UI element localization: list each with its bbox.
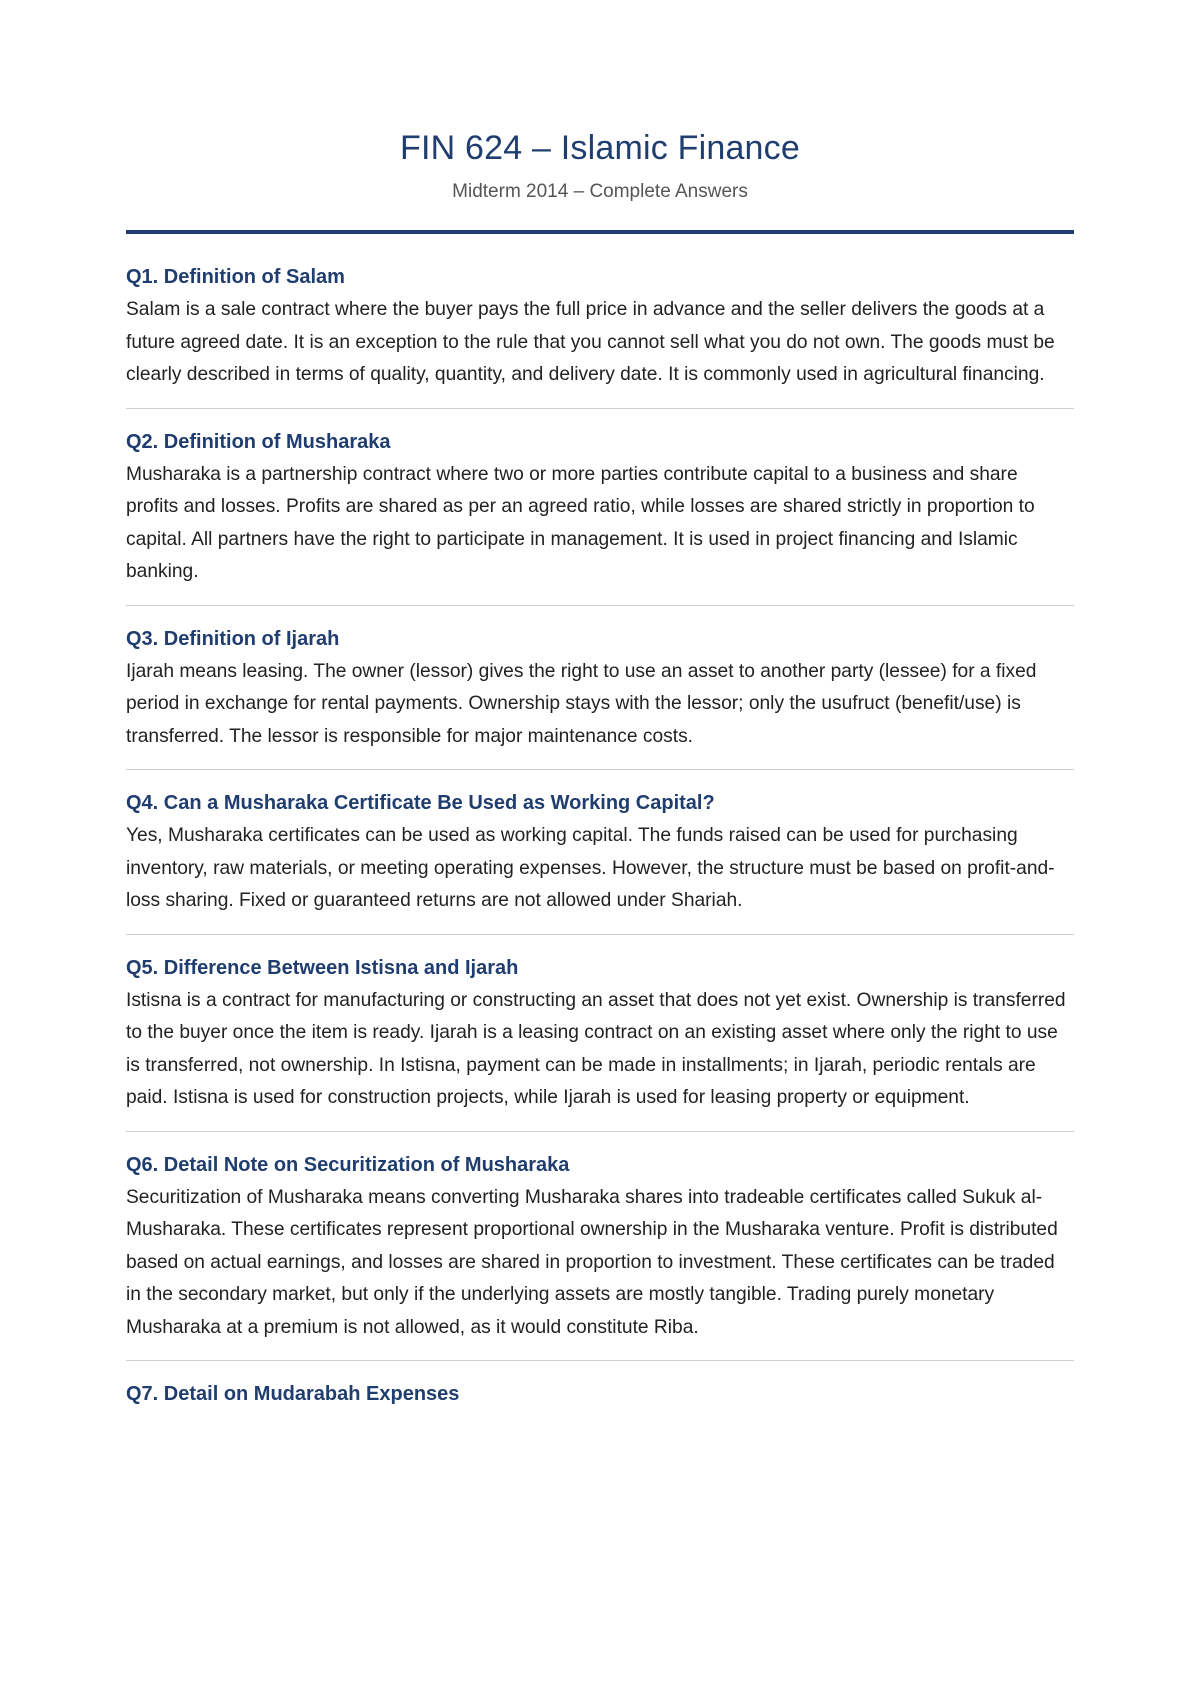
- answer-text: Ijarah means leasing. The owner (lessor) gives the right to use an asset to another party (lessee) for a fixed period in exchange for rental payments. Ownership stays with the lessor; only the usufruct (benefit/use) is transferred. The lessor is responsible for major maintenance costs.: [126, 660, 1037, 747]
- question-section: [126, 626, 1074, 771]
- question-title: Q3. Definition of Ijarah: [126, 627, 340, 650]
- question-section: [126, 429, 1074, 606]
- answer-text: Securitization of Musharaka means converting Musharaka shares into tradeable certificates called Sukuk al-Musharaka. These certificates represent proportional ownership in the Musharaka venture. Profit is distributed based on actual earnings, and losses are shared in proportion to investment. These certificates can be traded in the secondary market, but only if the underlying assets are mostly tangible. Trading purely monetary Musharaka at a premium is not allowed, as it would constitute Riba.: [126, 1186, 1058, 1338]
- question-section: [126, 264, 1074, 409]
- document-header: [126, 0, 1074, 234]
- question-section: [126, 955, 1074, 1132]
- answer-text: Istisna is a contract for manufacturing or constructing an asset that does not yet exist. Ownership is transferred to the buyer once the item is ready. Ijarah is a leasing contract on an existing asset where only the right to use is transferred, not ownership. In Istisna, payment can be made in installments; in Ijarah, periodic rentals are paid. Istisna is used for construction projects, while Ijarah is used for leasing property or equipment.: [126, 989, 1066, 1108]
- question-list: [126, 264, 1074, 1427]
- answer-text: Salam is a sale contract where the buyer pays the full price in advance and the seller delivers the goods at a future agreed date. It is an exception to the rule that you cannot sell what you do not own. The goods must be clearly described in terms of quality, quantity, and delivery date. It is commonly used in agricultural financing.: [126, 299, 1055, 385]
- question-title: Q4. Can a Musharaka Certificate Be Used as Working Capital?: [126, 792, 715, 814]
- document-subtitle: Midterm 2014 – Complete Answers: [452, 181, 748, 202]
- question-section: [126, 1152, 1074, 1362]
- question-title: Q2. Definition of Musharaka: [126, 430, 391, 453]
- question-section: [126, 790, 1074, 935]
- question-title: Q7. Detail on Mudarabah Expenses: [126, 1383, 460, 1405]
- document-title: FIN 624 – Islamic Finance: [400, 129, 800, 167]
- question-title: Q5. Difference Between Istisna and Ijarah: [126, 956, 519, 979]
- question-title: Q1. Definition of Salam: [126, 266, 345, 288]
- answer-text: Musharaka is a partnership contract where two or more parties contribute capital to a business and share profits and losses. Profits are shared as per an agreed ratio, while losses are shared strictly in proportion to capital. All partners have the right to participate in management. It is used in project financing and Islamic banking.: [126, 463, 1035, 582]
- question-section: [126, 1381, 1074, 1427]
- answer-text: Yes, Musharaka certificates can be used as working capital. The funds raised can be used for purchasing inventory, raw materials, or meeting operating expenses. However, the structure must be based on profit-and-loss sharing. Fixed or guaranteed returns are not allowed under Shariah.: [126, 825, 1055, 911]
- question-title: Q6. Detail Note on Securitization of Musharaka: [126, 1153, 570, 1176]
- header-divider: [126, 230, 1074, 234]
